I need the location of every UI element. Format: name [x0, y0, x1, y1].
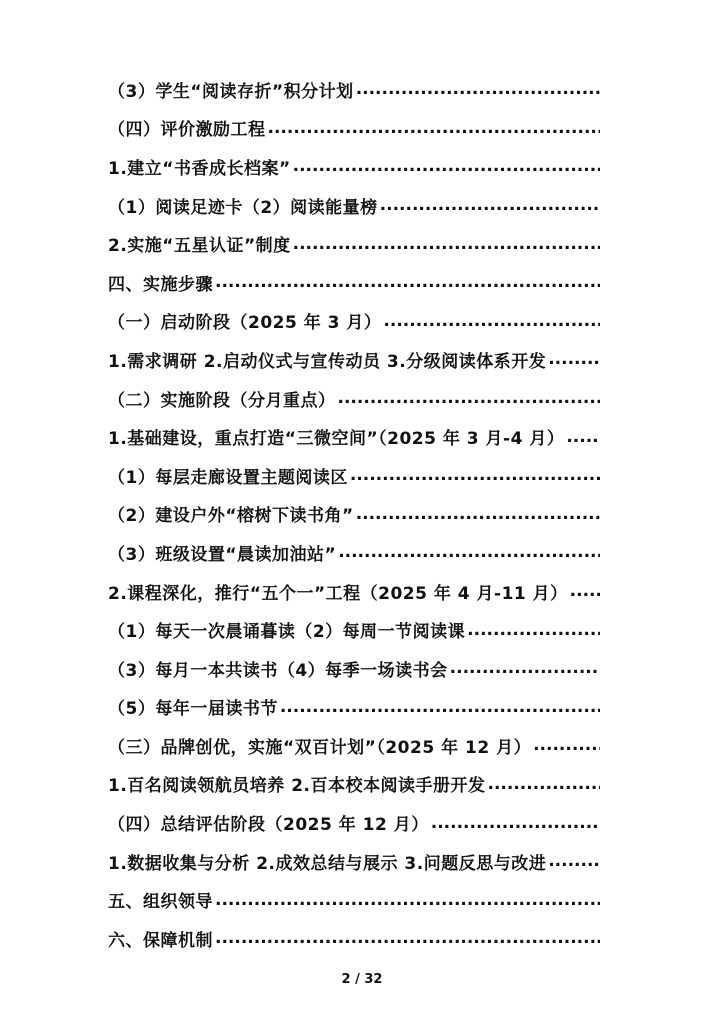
toc-dot-leader — [548, 851, 600, 871]
toc-entry[interactable] — [108, 147, 600, 186]
toc-entry[interactable] — [108, 649, 600, 688]
toc-dot-leader — [431, 813, 600, 833]
toc-entry[interactable] — [108, 495, 600, 534]
toc-entry-text: （3）学生“阅读存折”积分计划 — [108, 81, 354, 102]
toc-entry-text: （2）建设户外“榕树下读书角” — [108, 506, 354, 527]
toc-dot-leader — [450, 658, 600, 678]
toc-entry[interactable] — [108, 688, 600, 727]
toc-entry[interactable] — [108, 263, 600, 302]
toc-dot-leader — [467, 620, 600, 640]
toc-entry-text: 1.数据收集与分析 2.成效总结与展示 3.问题反思与改进 — [108, 853, 547, 874]
toc-dot-leader — [338, 542, 600, 562]
page-number: 2 / 32 — [341, 972, 383, 987]
toc-dot-leader — [548, 349, 600, 369]
toc-entry[interactable] — [108, 224, 600, 263]
toc-entry[interactable] — [108, 340, 600, 379]
toc-entry[interactable] — [108, 379, 600, 418]
toc-dot-leader — [488, 774, 601, 794]
toc-entry-text: （3）班级设置“晨读加油站” — [108, 544, 337, 565]
toc-entry[interactable] — [108, 610, 600, 649]
toc-entry-text: （5）每年一届读书节 — [108, 699, 278, 720]
toc-entry[interactable] — [108, 533, 600, 572]
toc-dot-leader — [350, 465, 600, 485]
toc-entry-text: 五、组织领导 — [108, 892, 213, 913]
toc-entry-text: 1.基础建设，重点打造“三微空间”（2025 年 3 月-4 月） — [108, 429, 565, 450]
toc-entry[interactable] — [108, 186, 600, 225]
toc-entry-text: （二）实施阶段（分月重点） — [108, 390, 336, 411]
toc-dot-leader — [268, 118, 601, 138]
toc-entry[interactable] — [108, 302, 600, 341]
toc-entry[interactable] — [108, 70, 600, 109]
toc-entry-text: 1.建立“书香成长档案” — [108, 158, 291, 179]
toc-entry-text: （一）启动阶段（2025 年 3 月） — [108, 313, 382, 334]
toc-entry-text: （三）品牌创优，实施“双百计划”（2025 年 12 月） — [108, 737, 532, 758]
toc-entry-text: 2.实施“五星认证”制度 — [108, 236, 291, 257]
toc-entry[interactable] — [108, 842, 600, 881]
toc-entry-text: （四）评价激励工程 — [108, 120, 266, 141]
toc-entry-text: （3）每月一本共读书（4）每季一场读书会 — [108, 660, 448, 681]
toc-entry[interactable] — [108, 919, 600, 958]
toc-entry-text: 六、保障机制 — [108, 930, 213, 951]
toc-entry-text: 1.百名阅读领航员培养 2.百本校本阅读手册开发 — [108, 776, 486, 797]
toc-entry[interactable] — [108, 765, 600, 804]
toc-dot-leader — [566, 427, 600, 447]
toc-dot-leader — [338, 388, 601, 408]
toc-entry[interactable] — [108, 803, 600, 842]
toc-dot-leader — [383, 311, 600, 331]
toc-entry-text: 2.课程深化，推行“五个一”工程（2025 年 4 月-11 月） — [108, 583, 568, 604]
table-of-contents — [108, 70, 600, 958]
toc-entry-text: （1）阅读足迹卡（2）阅读能量榜 — [108, 197, 378, 218]
toc-entry-text: （1）每层走廊设置主题阅读区 — [108, 467, 348, 488]
toc-entry[interactable] — [108, 456, 600, 495]
toc-entry[interactable] — [108, 572, 600, 611]
toc-dot-leader — [356, 504, 600, 524]
toc-entry-text: 四、实施步骤 — [108, 274, 213, 295]
toc-entry[interactable] — [108, 726, 600, 765]
toc-dot-leader — [215, 272, 600, 292]
toc-entry-text: 1.需求调研 2.启动仪式与宣传动员 3.分级阅读体系开发 — [108, 351, 547, 372]
toc-entry-text: （1）每天一次晨诵暮读（2）每周一节阅读课 — [108, 622, 466, 643]
toc-entry[interactable] — [108, 417, 600, 456]
toc-dot-leader — [215, 890, 600, 910]
toc-dot-leader — [380, 195, 600, 215]
toc-entry[interactable] — [108, 880, 600, 919]
toc-dot-leader — [293, 156, 600, 176]
toc-dot-leader — [570, 581, 600, 601]
toc-dot-leader — [280, 697, 600, 717]
toc-dot-leader — [215, 928, 600, 948]
toc-entry[interactable] — [108, 109, 600, 148]
toc-dot-leader — [356, 79, 600, 99]
toc-dot-leader — [293, 234, 600, 254]
toc-dot-leader — [533, 735, 600, 755]
toc-entry-text: （四）总结评估阶段（2025 年 12 月） — [108, 815, 429, 836]
